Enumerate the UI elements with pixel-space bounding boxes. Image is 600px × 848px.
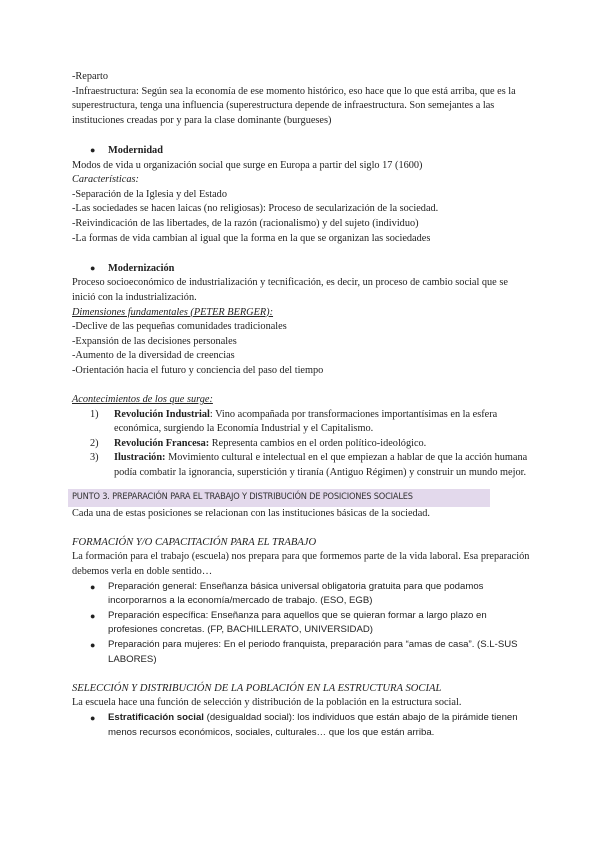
bullet-icon: ● <box>90 581 96 592</box>
list-item: ● Preparación para mujeres: En el periodo franquista, preparación para “amas de casa”. (S.L-SUS LABORES) <box>90 638 532 667</box>
modernizacion-item: -Expansión de las decisiones personales <box>72 335 237 347</box>
acontecimientos-list <box>72 408 532 481</box>
acontecimientos-label: Acontecimientos de los que surge: <box>72 394 213 406</box>
modernidad-item: -Separación de la Iglesia y del Estado <box>72 188 227 200</box>
caracteristicas-label: Características: <box>72 174 139 186</box>
document-page <box>72 70 532 740</box>
modernidad-item: -Las sociedades se hacen laicas (no religiosas): Proceso de secularización de la sociedad. <box>72 203 439 215</box>
modernidad-item: -Reivindicación de las libertades, de la razón (racionalismo) y del sujeto (individuo) <box>72 217 419 229</box>
list-item: 2) Revolución Francesa: Representa cambios en el orden político-ideológico. <box>90 437 427 449</box>
modernizacion-item: -Declive de las pequeñas comunidades tradicionales <box>72 321 287 333</box>
list-item: ● Estratificación social (desigualdad social): los individuos que están abajo de la pirámide tienen menos recursos económicos, sociales, culturales… que los que están arriba. <box>90 711 532 740</box>
bullet-icon: ● <box>90 712 96 723</box>
modernidad-heading: ● Modernidad <box>90 144 163 156</box>
formacion-subhead: FORMACIÓN Y/O CAPACITACIÓN PARA EL TRABAJO <box>72 536 317 548</box>
list-item: 3) Ilustración: Movimiento cultural e intelectual en el que empiezan a hablar de que la acción humana podía combatir la ignorancia, superstición y tiranía (Antiguo Régimen) y construir un mundo mejor. <box>90 452 528 479</box>
seleccion-subhead: SELECCIÓN Y DISTRIBUCIÓN DE LA POBLACIÓN EN LA ESTRUCTURA SOCIAL <box>72 682 442 694</box>
list-item: 1) Revolución Industrial: Vino acompañada por transformaciones importantísimas en la esfera económica, surgiendo la Economía Industrial y el Capitalismo. <box>90 408 498 435</box>
seleccion-list <box>72 711 532 740</box>
list-item: ● Preparación general: Enseñanza básica universal obligatoria gratuita para que podamos incorporarnos a la economía/mercado de trabajo. (ESO, EGB) <box>90 580 532 609</box>
modernizacion-item: -Aumento de la diversidad de creencias <box>72 350 235 362</box>
modernizacion-item: -Orientación hacia el futuro y conciencia del paso del tiempo <box>72 364 324 376</box>
modernidad-desc: Modos de vida u organización social que surge en Europa a partir del siglo 17 (1600) <box>72 159 423 171</box>
infraestructura-paragraph: -Infraestructura: Según sea la economía de ese momento histórico, eso hace que lo que está arriba, que es la superestructura, tenga una influencia (superestructura depende de infraestructura. Son semejantes a las instituciones creadas por y para la clase dominante (burgueses) <box>72 85 516 126</box>
list-item: ● Preparación específica: Enseñanza para aquellos que se quieran formar a largo plazo en profesiones concretas. (FP, BACHILLERATO, UNIVERSIDAD) <box>90 609 532 638</box>
bullet-icon: ● <box>90 144 96 155</box>
punto3-intro: Cada una de estas posiciones se relacionan con las instituciones básicas de la sociedad. <box>72 507 430 519</box>
bullet-icon: ● <box>90 262 96 273</box>
formacion-list <box>72 580 532 668</box>
modernizacion-desc: Proceso socioeconómico de industrialización y tecnificación, es decir, un proceso de cambio social que se inició con la industrialización. <box>72 277 508 303</box>
bullet-icon: ● <box>90 610 96 621</box>
reparto-line: -Reparto <box>72 71 109 82</box>
dimensiones-label: Dimensiones fundamentales (PETER BERGER): <box>72 306 274 318</box>
bullet-icon: ● <box>90 639 96 650</box>
punto3-heading: PUNTO 3. PREPARACIÓN PARA EL TRABAJO Y DISTRIBUCIÓN DE POSICIONES SOCIALES <box>68 489 490 507</box>
modernidad-item: -La formas de vida cambian al igual que la forma en la que se organizan las sociedades <box>72 232 431 244</box>
formacion-desc: La formación para el trabajo (escuela) nos prepara para que formemos parte de la vida laboral. Esa preparación debemos verla en doble sentido… <box>72 551 530 577</box>
seleccion-desc: La escuela hace una función de selección y distribución de la población en la estructura social. <box>72 697 462 709</box>
modernizacion-heading: ● Modernización <box>90 262 175 274</box>
